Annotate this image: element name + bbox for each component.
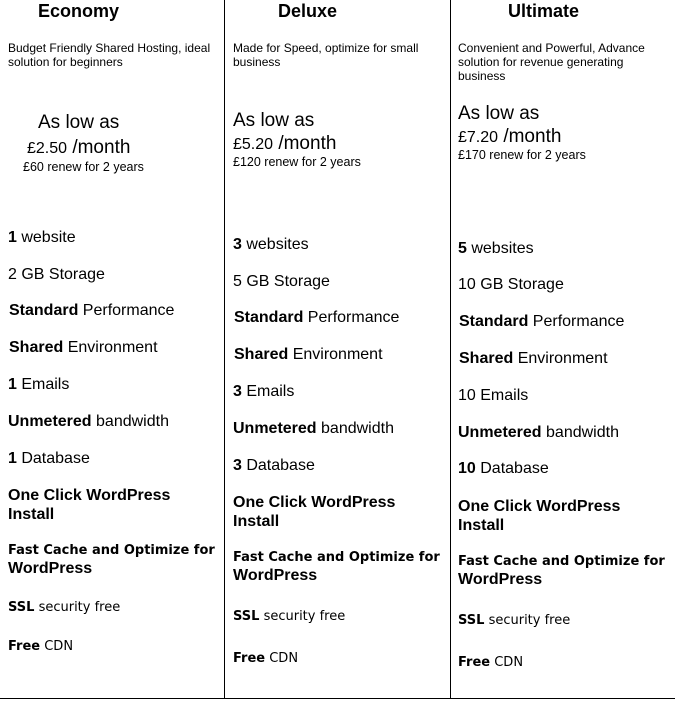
feature-emails xyxy=(458,387,528,405)
cdn-bold: Free xyxy=(233,651,266,666)
database-label: Database xyxy=(16,450,90,467)
ssl-rest: security free xyxy=(34,600,121,615)
feature-storage: 5 GB Storage xyxy=(233,273,330,290)
feature-ssl xyxy=(233,608,448,626)
bandwidth-bold: Unmetered xyxy=(8,413,92,430)
cache-wordpress: WordPress xyxy=(233,567,318,584)
feature-wordpress-install: One Click WordPress Install xyxy=(8,487,171,523)
feature-ssl xyxy=(458,612,673,630)
price-currency: £2. xyxy=(27,140,50,157)
cdn-rest: CDN xyxy=(40,639,74,654)
feature-storage: 2 GB Storage xyxy=(8,266,105,283)
feature-bandwidth xyxy=(8,413,169,431)
price-unit: /month xyxy=(67,137,131,158)
ssl-rest: security free xyxy=(484,613,571,628)
cdn-bold: Free xyxy=(458,655,491,670)
feature-emails xyxy=(233,383,294,401)
websites-label: websites xyxy=(466,240,534,257)
feature-cdn xyxy=(8,638,223,656)
cdn-rest: CDN xyxy=(490,655,524,670)
emails-count: 3 xyxy=(233,383,242,400)
feature-performance xyxy=(459,313,624,331)
environment-rest: Environment xyxy=(63,339,158,356)
environment-bold: Shared xyxy=(234,346,289,363)
performance-rest: Performance xyxy=(78,302,175,319)
renew-text: £120 renew for 2 years xyxy=(233,155,361,169)
bandwidth-rest: bandwidth xyxy=(316,420,394,437)
bandwidth-bold: Unmetered xyxy=(458,424,542,441)
price-decimals: 20 xyxy=(255,136,274,153)
price-unit: /month xyxy=(498,126,562,147)
feature-fast-cache xyxy=(233,549,448,586)
plan-name: Economy xyxy=(38,1,120,21)
cache-wordpress: WordPress xyxy=(8,560,93,577)
cache-text: Fast Cache and Optimize for xyxy=(233,550,440,565)
plan-column-economy xyxy=(0,0,215,698)
price-decimals: 20 xyxy=(480,129,499,146)
feature-environment xyxy=(9,339,158,357)
database-count: 1 xyxy=(8,450,17,467)
ssl-bold: SSL xyxy=(458,613,485,628)
feature-bandwidth xyxy=(458,424,619,442)
feature-websites xyxy=(8,229,76,247)
plan-name: Deluxe xyxy=(278,1,338,21)
performance-rest: Performance xyxy=(528,313,625,330)
bandwidth-rest: bandwidth xyxy=(541,424,619,441)
database-count: 10 xyxy=(458,460,476,477)
renew-text: £60 renew for 2 years xyxy=(23,160,144,174)
cdn-bold: Free xyxy=(8,639,41,654)
performance-bold: Standard xyxy=(459,313,529,330)
ssl-bold: SSL xyxy=(233,609,260,624)
table-bottom-border xyxy=(0,698,675,699)
performance-rest: Performance xyxy=(303,309,400,326)
feature-ssl xyxy=(8,599,223,617)
feature-emails xyxy=(8,376,69,394)
price-unit: /month xyxy=(273,133,337,154)
websites-count: 3 xyxy=(233,236,242,253)
price-currency: £5. xyxy=(233,136,256,153)
feature-environment xyxy=(459,350,608,368)
ssl-rest: security free xyxy=(259,609,346,624)
price xyxy=(233,133,336,155)
price-prefix: As low as xyxy=(38,112,120,133)
websites-label: website xyxy=(16,229,76,246)
price-prefix: As low as xyxy=(458,103,540,124)
feature-storage: 10 GB Storage xyxy=(458,276,564,293)
feature-environment xyxy=(234,346,383,364)
plan-description: Convenient and Powerful, Advance solution for revenue generating business xyxy=(458,41,645,83)
environment-bold: Shared xyxy=(9,339,64,356)
environment-rest: Environment xyxy=(288,346,383,363)
plan-description: Made for Speed, optimize for small business xyxy=(233,41,419,69)
environment-bold: Shared xyxy=(459,350,514,367)
feature-websites xyxy=(233,236,309,254)
feature-wordpress-install: One Click WordPress Install xyxy=(458,498,621,534)
feature-fast-cache xyxy=(8,542,223,579)
feature-wordpress-install: One Click WordPress Install xyxy=(233,494,396,530)
feature-fast-cache xyxy=(458,553,673,590)
emails-label: 10 Emails xyxy=(458,387,529,404)
database-count: 3 xyxy=(233,457,242,474)
price xyxy=(458,126,561,148)
database-label: Database xyxy=(475,460,549,477)
cache-wordpress: WordPress xyxy=(458,571,543,588)
websites-label: websites xyxy=(241,236,309,253)
feature-bandwidth xyxy=(233,420,394,438)
price-prefix: As low as xyxy=(233,110,315,131)
cdn-rest: CDN xyxy=(265,651,299,666)
feature-cdn xyxy=(233,650,448,668)
cache-text: Fast Cache and Optimize for xyxy=(8,543,215,558)
emails-count: 1 xyxy=(8,376,17,393)
emails-label: Emails xyxy=(241,383,295,400)
feature-database xyxy=(458,460,549,478)
plan-column-ultimate xyxy=(451,0,673,698)
feature-database xyxy=(8,450,90,468)
performance-bold: Standard xyxy=(9,302,79,319)
plan-name: Ultimate xyxy=(508,1,580,21)
feature-database xyxy=(233,457,315,475)
websites-count: 5 xyxy=(458,240,467,257)
price-currency: £7. xyxy=(458,129,481,146)
plan-description: Budget Friendly Shared Hosting, ideal solution for beginners xyxy=(8,41,211,69)
feature-websites xyxy=(458,240,534,258)
feature-cdn xyxy=(458,654,673,672)
database-label: Database xyxy=(241,457,315,474)
plan-column-deluxe xyxy=(225,0,440,698)
renew-text: £170 renew for 2 years xyxy=(458,148,586,162)
performance-bold: Standard xyxy=(234,309,304,326)
bandwidth-bold: Unmetered xyxy=(233,420,317,437)
feature-performance xyxy=(9,302,174,320)
feature-performance xyxy=(234,309,399,327)
price-decimals: 50 xyxy=(49,140,68,157)
bandwidth-rest: bandwidth xyxy=(91,413,169,430)
websites-count: 1 xyxy=(8,229,17,246)
ssl-bold: SSL xyxy=(8,600,35,615)
price xyxy=(27,137,130,159)
environment-rest: Environment xyxy=(513,350,608,367)
cache-text: Fast Cache and Optimize for xyxy=(458,554,665,569)
emails-label: Emails xyxy=(16,376,70,393)
